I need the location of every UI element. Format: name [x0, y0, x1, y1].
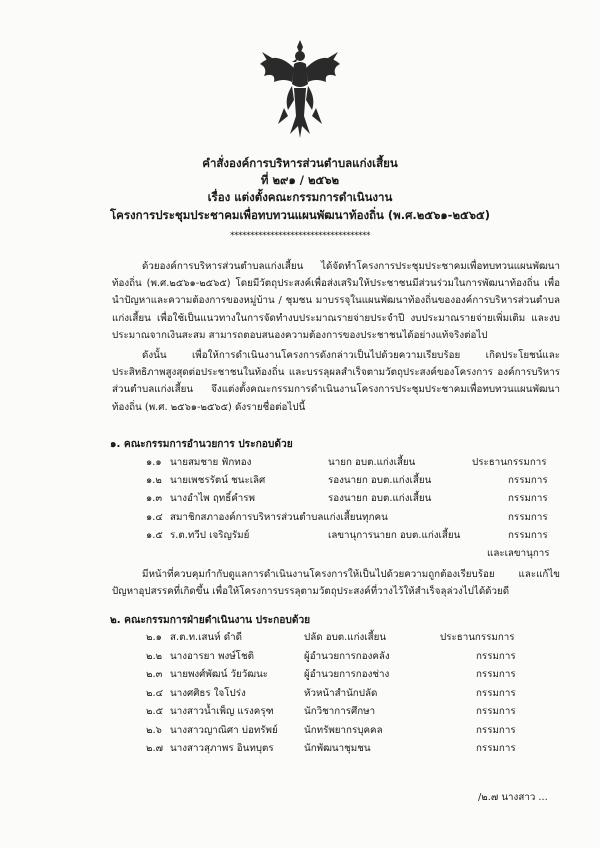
- member-position: นักทรัพยากรบุคคล: [304, 724, 383, 736]
- paragraph-intro: [112, 258, 560, 344]
- member-name: นางสาวน้ำเพ็ญ แรงครุฑ: [170, 706, 274, 717]
- member-number: ๒.๖: [146, 724, 162, 736]
- paragraph-intro-text: ด้วยองค์การบริหารส่วนตำบลแก่งเสี้ยน ได้จัดทำโครงการประชุมประชาคมเพื่อทบทวนแผนพัฒนาท้องถิ่น (พ.ศ.๒๕๖๑-๒๕๖๕) โดยมีวัตถุประสงค์เพื่อส่งเสริมให้ประชาชนมีส่วนร่วมในการพัฒนาท้องถิ่น เพื่อนำปัญหาและความต้องการของหมู่บ้าน / ชุมชน มาบรรจุในแผนพัฒนาท้องถิ่นขององค์การบริหารส่วนตำบลแก่งเสี้ยน เพื่อใช้เป็นแนวทางในการจัดทำงบประมาณรายจ่ายประจำปี งบประมาณรายจ่ายเพิ่มเติม และงบประมาณจากเงินสะสม สามารถตอบสนองความต้องการของประชาชนได้อย่างแท้จริงต่อไป: [112, 261, 560, 341]
- member-role: กรรมการ: [476, 687, 516, 699]
- member-row: [0, 704, 600, 721]
- member-role: กรรมการ: [476, 724, 516, 736]
- member-number: ๑.๔: [146, 511, 163, 523]
- member-position: นักวิชาการศึกษา: [304, 706, 376, 717]
- member-number: ๒.๔: [146, 687, 163, 699]
- member-row: [0, 741, 600, 758]
- member-name: นางอำไพ ฤทธิ์คำรพ: [170, 493, 256, 505]
- member-number: ๒.๒: [146, 650, 163, 662]
- section2-title: ๒. คณะกรรมการฝ่ายดำเนินงาน ประกอบด้วย: [110, 615, 311, 626]
- member-role: ประธานกรรมการ: [440, 632, 515, 643]
- member-role: กรรมการ: [508, 511, 548, 523]
- member-name: นางสาวญาณิศา บ่อทรัพย์: [170, 724, 278, 736]
- paragraph-duties: [112, 566, 560, 600]
- member-role: กรรมการ: [508, 493, 548, 505]
- garuda-emblem: [254, 38, 346, 142]
- member-position: รองนายก อบต.แก่งเสี้ยน: [328, 493, 432, 505]
- member-role: กรรมการ: [476, 669, 516, 680]
- section1-role-continuation: และเลขานุการ: [487, 548, 550, 559]
- member-position: หัวหน้าสำนักปลัด: [304, 687, 378, 699]
- section1-title: ๑. คณะกรรมการอำนวยการ ประกอบด้วย: [110, 439, 293, 450]
- paragraph-appointment: [112, 347, 560, 416]
- member-role: กรรมการ: [476, 706, 516, 717]
- member-number: ๑.๓: [146, 493, 163, 505]
- member-row: [0, 473, 600, 490]
- member-number: ๒.๓: [146, 669, 163, 680]
- member-position: นายก อบต.แก่งเสี้ยน: [328, 457, 416, 468]
- separator-stars: ***********************************: [230, 231, 370, 241]
- member-position: ผู้อำนวยการกองช่าง: [304, 669, 390, 680]
- order-heading: คำสั่งองค์การบริหารส่วนตำบลแก่งเสี้ยน: [202, 156, 398, 170]
- member-role: กรรมการ: [476, 743, 516, 754]
- member-name: นางอารยา พงษ์โชติ: [170, 650, 254, 662]
- member-number: ๒.๗: [146, 743, 163, 754]
- member-position: ผู้อำนวยการกองคลัง: [304, 650, 390, 662]
- member-row: [0, 686, 600, 703]
- member-name: ร.ต.ทวีป เจริญรัมย์: [170, 529, 250, 541]
- member-name: นางสาวสุภาพร อินทบุตร: [170, 743, 274, 754]
- member-name: นางศศิธร ใจโปร่ง: [170, 687, 246, 699]
- member-row: [0, 455, 600, 472]
- member-name: สมาชิกสภาองค์การบริหารส่วนตำบลแก่งเสี้ยนทุกคน: [170, 511, 388, 523]
- member-number: ๑.๒: [146, 475, 162, 487]
- member-number: ๒.๑: [146, 632, 162, 643]
- member-position: นักพัฒนาชุมชน: [304, 743, 371, 754]
- paragraph-duties-text: มีหน้าที่ควบคุมกำกับดูแลการดำเนินงานโครงการให้เป็นไปด้วยความถูกต้องเรียบร้อย และแก้ไขปัญหาอุปสรรคที่เกิดขึ้น เพื่อให้โครงการบรรลุตามวัตถุประสงค์ที่วางไว้ให้สำเร็จลุล่วงไปได้ด้วยดี: [112, 569, 560, 598]
- member-role: กรรมการ: [508, 475, 548, 487]
- member-number: ๑.๑: [146, 457, 162, 468]
- member-position: รองนายก อบต.แก่งเสี้ยน: [328, 475, 432, 487]
- member-number: ๑.๕: [146, 529, 163, 541]
- member-number: ๒.๕: [146, 706, 163, 717]
- member-row: [0, 649, 600, 666]
- member-row: [0, 491, 600, 508]
- member-row: [0, 723, 600, 740]
- member-name: นายเพชรรัตน์ ชนะเลิศ: [170, 475, 266, 487]
- member-name: ส.ต.ท.เสนห์ ดำดี: [170, 632, 242, 643]
- member-role: กรรมการ: [476, 650, 516, 662]
- order-subject: เรื่อง แต่งตั้งคณะกรรมการดำเนินงาน: [207, 190, 393, 204]
- project-title: โครงการประชุมประชาคมเพื่อทบทวนแผนพัฒนาท้องถิ่น (พ.ศ.๒๕๖๑-๒๕๖๕): [110, 208, 490, 222]
- member-name: นายพงศ์พัฒน์ วัยวัฒนะ: [170, 669, 269, 680]
- member-role: ประธานกรรมการ: [472, 457, 547, 468]
- member-row: [0, 630, 600, 647]
- member-row: [0, 667, 600, 684]
- paragraph-appointment-text: ดังนั้น เพื่อให้การดำเนินงานโครงการดังกล่าวเป็นไปด้วยความเรียบร้อย เกิดประโยชน์และประสิทธิภาพสูงสุดต่อประชาชนในท้องถิ่น และบรรลุผลสำเร็จตามวัตถุประสงค์ของโครงการ องค์การบริหารส่วนตำบลแก่งเสี้ยน จึงแต่งตั้งคณะกรรมการดำเนินงานโครงการประชุมประชาคมเพื่อทบทวนแผนพัฒนาท้องถิ่น (พ.ศ. ๒๕๖๑-๒๕๖๕) ดังรายชื่อต่อไปนี้: [112, 350, 560, 413]
- order-number: ที่ ๒๙๑ / ๒๕๖๒: [260, 173, 340, 187]
- member-position: ปลัด อบต.แก่งเสี้ยน: [304, 632, 387, 643]
- member-row: [0, 528, 600, 545]
- member-position: เลขานุการนายก อบต.แก่งเสี้ยน: [328, 529, 461, 541]
- member-row: [0, 510, 600, 527]
- continuation-note: /๒.๗ นางสาว ...: [478, 792, 548, 803]
- member-role: กรรมการ: [508, 529, 548, 541]
- member-name: นายสมชาย ฟักทอง: [170, 457, 252, 468]
